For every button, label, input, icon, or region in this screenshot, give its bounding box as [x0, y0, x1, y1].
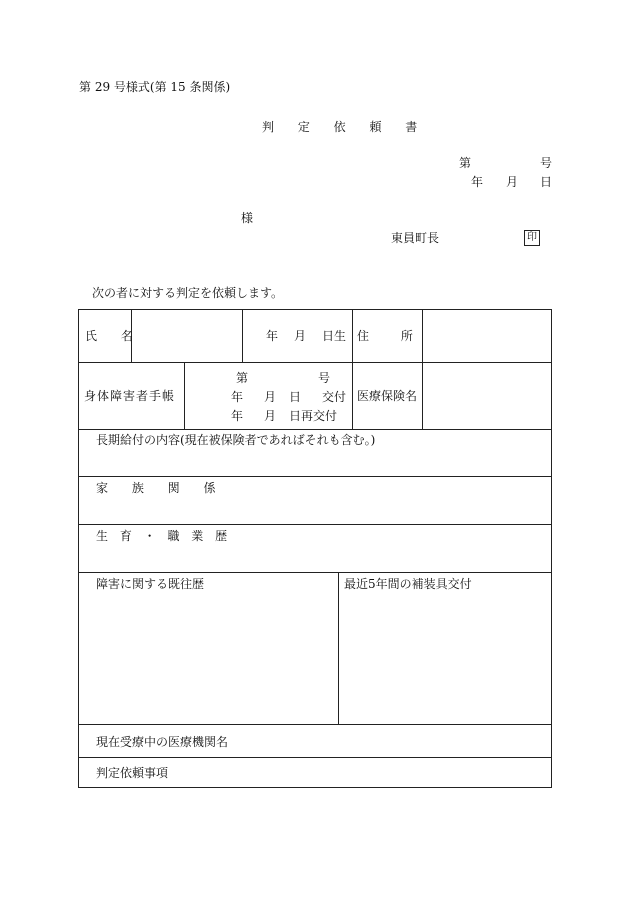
- request-items-label: 判定依頼事項: [96, 766, 169, 780]
- date-day-label: 日: [540, 175, 553, 189]
- recent-equipment-label: 最近5年間の補装具交付: [344, 577, 472, 591]
- row-divider: [78, 476, 552, 477]
- issue-month-label: 月: [264, 390, 277, 404]
- date-month-label: 月: [506, 175, 519, 189]
- family-relation-label: 家 族 関 係: [96, 481, 226, 495]
- handbook-no-prefix: 第: [236, 371, 249, 385]
- current-hospital-label: 現在受療中の医療機関名: [96, 735, 229, 749]
- col-divider: [338, 572, 339, 725]
- reissue-day-label: 日: [289, 409, 302, 423]
- reissue-year-label: 年: [231, 409, 244, 423]
- col-divider: [242, 309, 243, 363]
- address-label: [357, 329, 413, 343]
- row-divider: [78, 757, 552, 758]
- row-divider: [78, 429, 552, 430]
- birth-month-label: 月: [294, 329, 307, 343]
- issue-year-label: 年: [231, 390, 244, 404]
- intro-text: 次の者に対する判定を依頼します。: [92, 286, 284, 300]
- address-label-text: 住 所: [357, 329, 413, 343]
- addressee-suffix: 様: [241, 211, 254, 225]
- handbook-label: 身体障害者手帳: [84, 389, 176, 403]
- table-border-right: [551, 309, 552, 788]
- issue-day-label: 日: [289, 390, 302, 404]
- issuer-name: 東員町長: [391, 231, 440, 245]
- row-divider: [78, 524, 552, 525]
- issue-suffix-label: 交付: [322, 390, 347, 404]
- row-divider: [78, 572, 552, 573]
- birth-day-label: 日生: [322, 329, 347, 343]
- col-divider: [352, 309, 353, 430]
- long-term-benefit-label: 長期給付の内容(現在被保険者であればそれも含む。): [96, 433, 376, 447]
- reissue-suffix-label: 再交付: [301, 409, 338, 423]
- table-border-left: [78, 309, 79, 788]
- table-border-bottom: [78, 787, 552, 788]
- col-divider: [184, 362, 185, 430]
- career-history-label: 生 育 ・ 職 業 歴: [96, 529, 232, 543]
- birth-year-label: 年: [266, 329, 279, 343]
- form-number: 第 29 号様式(第 15 条関係): [79, 80, 231, 94]
- reissue-month-label: 月: [264, 409, 277, 423]
- handbook-no-suffix: 号: [318, 371, 331, 385]
- insurance-label: 医療保険名: [357, 389, 418, 403]
- page-title: 判 定 依 頼 書: [262, 120, 428, 134]
- doc-number-prefix: 第: [459, 156, 472, 170]
- doc-number-suffix: 号: [540, 156, 553, 170]
- row-divider: [78, 724, 552, 725]
- seal-mark: 印: [524, 230, 540, 246]
- table-border-top: [78, 309, 552, 310]
- date-year-label: 年: [471, 175, 484, 189]
- disability-history-label: 障害に関する既往歴: [96, 577, 205, 591]
- col-divider: [422, 309, 423, 430]
- row-divider: [78, 362, 552, 363]
- name-label: 氏 名: [85, 329, 143, 343]
